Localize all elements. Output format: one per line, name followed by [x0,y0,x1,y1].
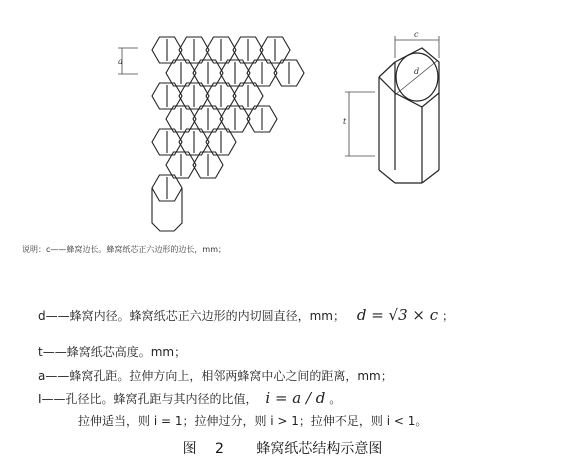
legend-d-line: d——蜂窝内径。蜂窝纸芯正六边形的内切圆直径，mm； [38,309,345,323]
diameter-d-line [395,60,438,95]
figure-caption [0,438,565,458]
caption-title: 蜂窝纸芯结构示意图 [256,441,383,457]
legend-c-line: 说明：c——蜂窝边长。蜂窝纸芯正六边形的边长，mm； [22,245,226,254]
dimension-label-a: a [118,57,123,66]
legend-t-line: t——蜂窝纸芯高度。mm； [38,345,187,359]
hexagonal-prism [379,48,439,183]
dimension-label-t: t [343,117,347,126]
caption-label: 图 [182,441,197,457]
legend-a-line: a——蜂窝孔距。拉伸方向上，相邻两蜂窝中心之间的距离，mm； [38,369,393,383]
legend-i-row [38,389,341,407]
dimension-label-d: d [414,67,420,76]
dimension-t [345,92,375,156]
dimension-c [395,36,439,58]
legend-d-row [38,306,454,324]
honeycomb-cell-grid [152,37,304,231]
legend-d-formula: d = √3 × c [356,306,439,324]
legend-d-end: ； [441,309,454,323]
caption-number: 2 [215,441,224,457]
legend-stretch-line: 拉伸适当，则 i = 1；拉伸过分，则 i > 1；拉伸不足，则 i < 1。 [78,414,428,428]
dimension-label-c: c [414,30,419,39]
legend-i-end: 。 [329,392,342,406]
legend-i-formula: i = a / d [265,389,326,407]
legend-i-line: I——孔径比。蜂窝孔距与其内径的比值， [38,392,258,406]
